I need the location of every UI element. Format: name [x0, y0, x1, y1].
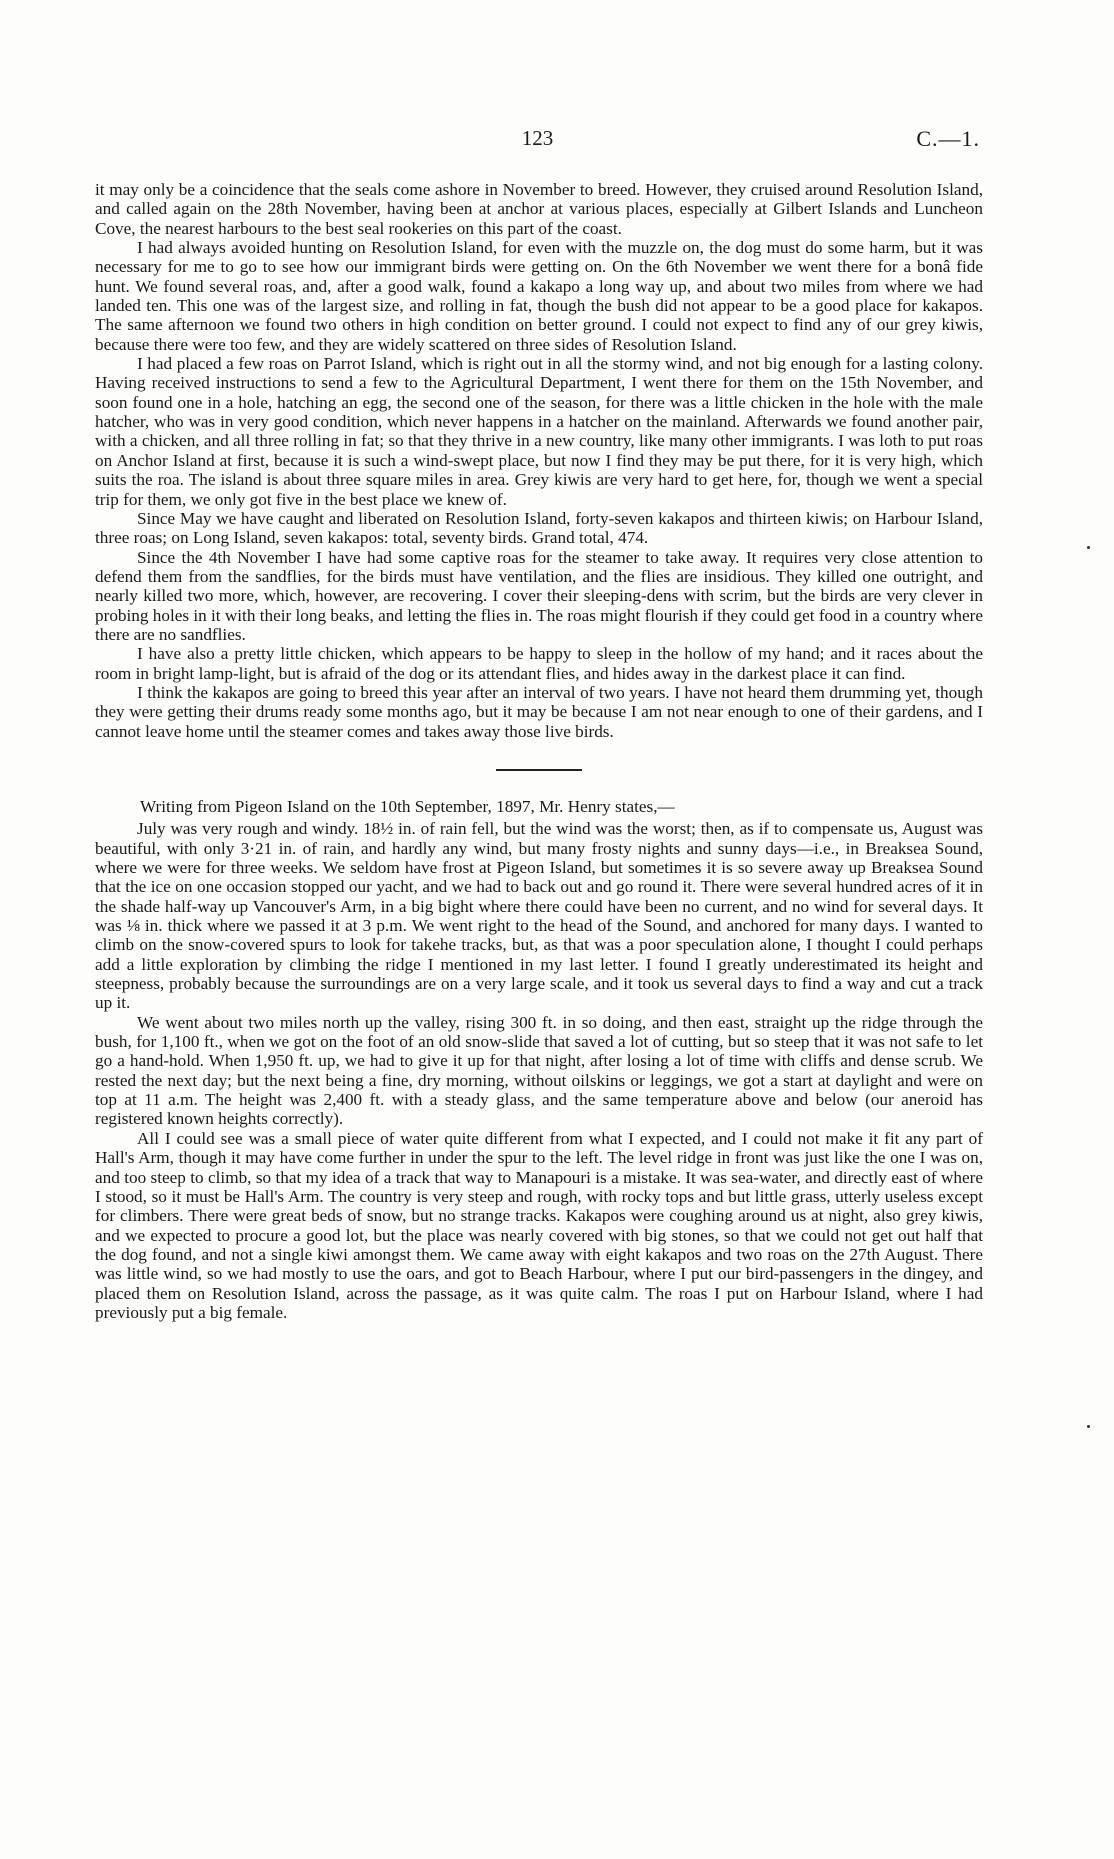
section-divider [496, 769, 582, 771]
paragraph-ridge-climb: We went about two miles north up the valley, rising 300 ft. in so doing, and then east, straight up the ridge through the bush, for 1,100 ft., when we got on the foot of an old snow-slide that saved a lot of cutting, but so steep that it was not safe to let go a hand-hold. When 1,950 ft. up, we had to give it up for that night, after losing a lot of time with cliffs and dense scrub. We rested the next day; but the next being a fine, dry morning, without oilskins or leggings, we got a start at daylight and were on top at 11 a.m. The height was 2,400 ft. with a steady glass, and the same temperature above and below (our aneroid has registered known heights correctly). [95, 1012, 983, 1129]
margin-mark [1087, 546, 1090, 549]
paragraph-halls-arm: All I could see was a small piece of water quite different from what I expected, and I could not make it fit any part of Hall's Arm, though it may have come further in under the spur to the left. The level ridge in front was just like the one I was on, and too steep to climb, so that my idea of a track that way to Manapouri is a mistake. It was sea-water, and directly east of where I stood, so it must be Hall's Arm. The country is very steep and rough, with rocky tops and but little grass, utterly useless except for climbers. There were great beds of snow, but no strange tracks. Kakapos were coughing around us at night, also grey kiwis, and we expected to procure a good lot, but the place was nearly covered with big stones, so that we could not get out half that the dog found, and not a single kiwi amongst them. We came away with eight kakapos and two roas on the 27th August. There was little wind, so we had mostly to use the oars, and got to Beach Harbour, where I put our bird-passengers in the dingey, and placed them on Resolution Island, across the passage, as it was quite calm. The roas I put on Harbour Island, where I had previously put a big female. [95, 1128, 983, 1322]
document-code: C.—1. [916, 126, 980, 151]
paragraph-captive-roas: Since the 4th November I have had some captive roas for the steamer to take away. It requires very close attention to defend them from the sandflies, for the birds must have ventilation, and the flies are insidious. They killed one outright, and nearly killed two more, which, however, are recovering. I cover their sleeping-dens with scrim, but the birds are very clever in probing holes in it with their long beaks, and letting the flies in. The roas might flourish if they could get food in a country where there are no sandflies. [95, 547, 984, 644]
paragraph-kakapos-breed: I think the kakapos are going to breed this year after an interval of two years. I have not heard them drumming yet, though they were getting their drums ready some months ago, but it may be because I am not near enough to one of their gardens, and I cannot leave home until the steamer comes and takes away those live birds. [95, 682, 983, 741]
letter-intro: Writing from Pigeon Island on the 10th September, 1897, Mr. Henry states,— [140, 796, 675, 816]
paragraph-resolution-island: I had always avoided hunting on Resolution Island, for even with the muzzle on, the dog must do some harm, but it was necessary for me to go to see how our immigrant birds were getting on. On the 6th November we went there for a bonâ fide hunt. We found several roas, and, after a good walk, found a kakapo a long way up, and about two miles from where we had landed ten. This one was of the largest size, and rolling in fat, though the bush did not appear to be a good place for kakapos. The same afternoon we found two others in high condition on better ground. I could not expect to find any of our grey kiwis, because there were too few, and they are widely scattered on three sides of Resolution Island. [95, 238, 983, 354]
paragraph-chicken: I have also a pretty little chicken, which appears to be happy to sleep in the hollow of my hand; and it races about the room in bright lamp-light, but is afraid of the dog or its attendant flies, and hides away in the darkest place it can find. [95, 644, 983, 683]
page-header [95, 126, 980, 160]
paragraph-totals: Since May we have caught and liberated on Resolution Island, forty-seven kakapos and thirteen kiwis; on Harbour Island, three roas; on Long Island, seven kakapos: total, seventy birds. Grand total, 474. [95, 508, 983, 548]
paragraph-parrot-island: I had placed a few roas on Parrot Island, which is right out in all the stormy wind, and not big enough for a lasting colony. Having received instructions to send a few to the Agricultural Department, I went there for them on the 15th November, and soon found one in a hole, hatching an egg, the second one of the season, for there was a little chicken in the hole with the male hatcher, who was in very good condition, which never happens in a hatcher on the mainland. Afterwards we found another pair, with a chicken, and all three rolling in fat; so that they thrive in a new country, like many other immigrants. I was loth to put roas on Anchor Island at first, because it is such a wind-swept place, but now I find they may be put there, for it is very high, which suits the roa. The island is about three square miles in area. Grey kiwis are very hard to get here, for, though we went a special trip for them, we only got five in the best place we knew of. [95, 354, 983, 509]
page-number: 123 [521, 126, 554, 150]
document-body [95, 180, 983, 1322]
paragraph-seals: it may only be a coincidence that the seals come ashore in November to breed. However, they cruised around Resolution Island, and called again on the 28th November, having been at anchor at various places, especially at Gilbert Islands and Luncheon Cove, the nearest harbours to the best seal rookeries on this part of the coast. [95, 180, 983, 238]
paragraph-july-weather: July was very rough and windy. 18½ in. of rain fell, but the wind was the worst; then, as if to compensate us, August was beautiful, with only 3·21 in. of rain, and hardly any wind, but many frosty nights and sunny days—i.e., in Breaksea Sound, where we were for three weeks. We seldom have frost at Pigeon Island, but sometimes it is so severe away up Breaksea Sound that the ice on one occasion stopped our yacht, and we had to back out and go round it. There were several hundred acres of it in the shade half-way up Vancouver's Arm, in a big bight where there could have been no current, and no wind for several days. It was ⅛ in. thick where we passed it at 3 p.m. We went right to the head of the Sound, and anchored for many days. I wanted to climb on the snow-covered spurs to look for takehe tracks, but, as that was a poor speculation alone, I thought I could perhaps add a little exploration by climbing the ridge I mentioned in my last letter. I found I greatly underestimated its height and steepness, probably because the surroundings are on a very large scale, and it took us several days to find a way and cut a track up it. [95, 819, 983, 1013]
margin-mark [1087, 1425, 1090, 1428]
